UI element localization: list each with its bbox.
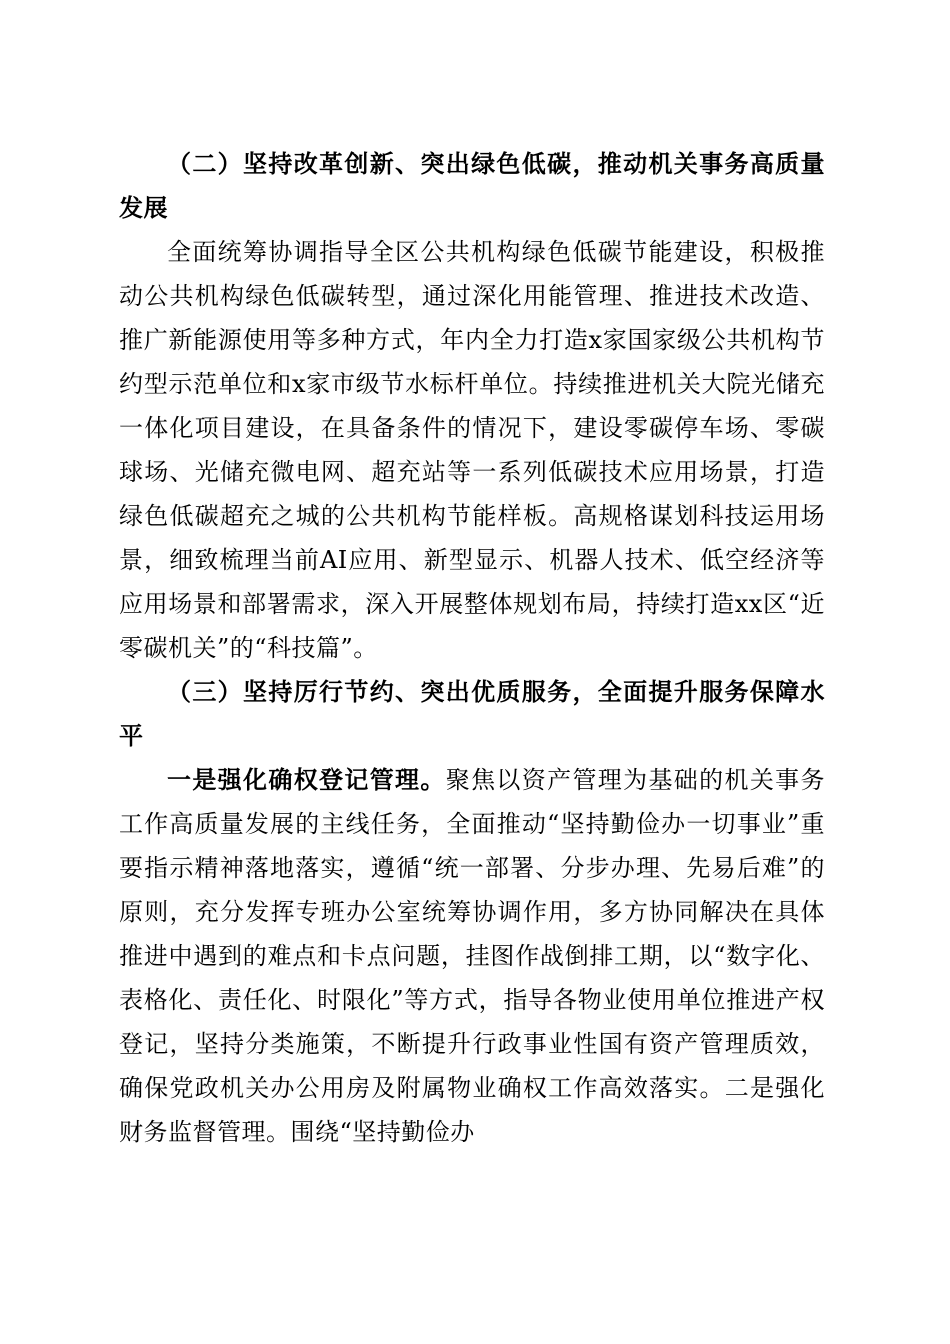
section-paragraph-2: 全面统筹协调指导全区公共机构绿色低碳节能建设，积极推动公共机构绿色低碳转型，通过深化用能管理、推进技术改造、推广新能源使用等多种方式，年内全力打造x家国家级公共机构节约型示范单位和x家市级节水标杆单位。持续推进机关大院光储充一体化项目建设，在具备条件的情况下，建设零碳停车场、零碳球场、光储充微电网、超充站等一系列低碳技术应用场景，打造绿色低碳超充之城的公共机构节能样板。高规格谋划科技运用场景，细致梳理当前AI应用、新型显示、机器人技术、低空经济等应用场景和部署需求，深入开展整体规划布局，持续打造xx区“近零碳机关”的“科技篇”。	[119, 238, 825, 662]
paragraph-body-text: 聚焦以资产管理为基础的机关事务工作高质量发展的主线任务，全面推动“坚持勤俭办一切事业”重要指示精神落地落实，遵循“统一部署、分步办理、先易后难”的原则，充分发挥专班办公室统筹协调作用，多方协同解决在具体推进中遇到的难点和卡点问题，挂图作战倒排工期，以“数字化、表格化、责任化、时限化”等方式，指导各物业使用单位推进产权登记，坚持分类施策，不断提升行政事业性国有资产管理质效，确保党政机关办公用房及附属物业确权工作高效落实。二是强化财务监督管理。围绕“坚持勤俭办	[119, 766, 826, 1146]
section-heading-3: （三）坚持厉行节约、突出优质服务，全面提升服务保障水平	[119, 677, 825, 750]
document-body	[119, 142, 825, 1154]
paragraph-lead-phrase: 一是强化确权登记管理。	[167, 765, 446, 794]
section-heading-2: （二）坚持改革创新、突出绿色低碳，推动机关事务高质量发展	[119, 149, 825, 222]
section-paragraph-3	[119, 758, 825, 1154]
